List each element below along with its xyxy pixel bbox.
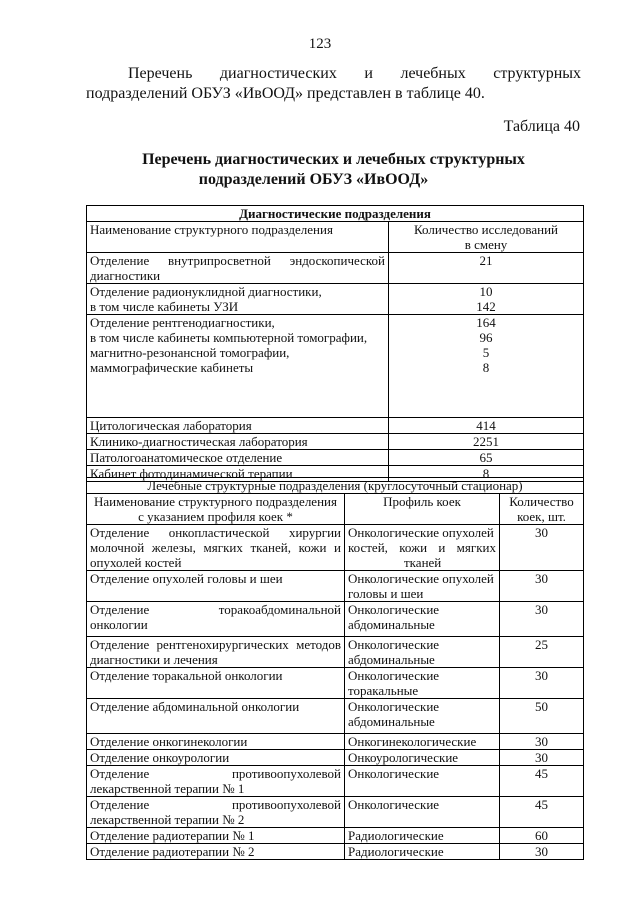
table-row xyxy=(87,450,584,466)
row-name xyxy=(87,525,345,571)
row-beds: 30 xyxy=(500,734,584,750)
row-profile xyxy=(345,699,500,734)
header-name: Наименование структурного подразделения xyxy=(87,222,389,253)
row-beds: 50 xyxy=(500,699,584,734)
header-count-line: в смену xyxy=(464,237,508,252)
cell-line: Онкологические xyxy=(348,637,440,652)
table-row xyxy=(87,571,584,602)
row-name xyxy=(87,637,345,668)
table-row xyxy=(87,602,584,637)
section-title: Диагностические подразделения xyxy=(87,206,584,222)
intro-paragraph: Перечень диагностических и лечебных структурных подразделений ОБУЗ «ИвООД» представлен в таблице 40. xyxy=(86,65,581,102)
row-beds: 30 xyxy=(500,750,584,766)
row-name xyxy=(87,797,345,828)
cell-line: Отделение рентгенодиагностики, xyxy=(90,315,275,330)
value: 10 xyxy=(479,284,493,299)
header-line: Наименование структурного подразделения xyxy=(94,494,337,509)
row-name: Отделение радиотерапии № 1 xyxy=(87,828,345,844)
header-line: коек, шт. xyxy=(517,509,566,524)
table-title xyxy=(86,150,581,190)
table-row xyxy=(87,734,584,750)
header-profile: Профиль коек xyxy=(345,494,500,525)
cell-line: костей, кожи и мягких xyxy=(348,540,496,555)
cell-line: тканей xyxy=(404,555,442,570)
row-name: Цитологическая лаборатория xyxy=(87,418,389,434)
cell-line: Отделение противоопухолевой xyxy=(90,797,341,812)
diagnostic-table xyxy=(86,205,584,482)
table-row xyxy=(87,797,584,828)
table-header-row xyxy=(87,494,584,525)
value: 164 xyxy=(476,315,496,330)
table-row xyxy=(87,284,584,315)
table-row xyxy=(87,844,584,860)
cell-line: Отделение внутрипросветной эндоскопической xyxy=(90,253,385,268)
row-name: Отделение опухолей головы и шеи xyxy=(87,571,345,602)
cell-line: диагностики xyxy=(90,268,161,283)
cell-line: лекарственной терапии № 2 xyxy=(90,812,245,827)
cell-line: Отделение рентгенохирургических методов xyxy=(90,637,341,652)
row-profile xyxy=(345,668,500,699)
row-profile xyxy=(345,637,500,668)
table-row xyxy=(87,668,584,699)
value: 21 xyxy=(479,253,493,268)
header-count-line: Количество исследований xyxy=(414,222,558,237)
row-name: Отделение онкоурологии xyxy=(87,750,345,766)
row-beds: 60 xyxy=(500,828,584,844)
value: 8 xyxy=(482,360,490,375)
cell-line: головы и шеи xyxy=(348,586,424,601)
cell-line: онкологии xyxy=(90,617,148,632)
table-row xyxy=(87,253,584,284)
table-row xyxy=(87,699,584,734)
row-value: 414 xyxy=(389,418,584,434)
table-row xyxy=(87,315,584,418)
table-row xyxy=(87,750,584,766)
cell-line: маммографические кабинеты xyxy=(90,360,254,375)
cell-line: опухолей костей xyxy=(90,555,182,570)
row-profile: Онкологические xyxy=(345,797,500,828)
row-value: 2251 xyxy=(389,434,584,450)
cell-line: абдоминальные xyxy=(348,714,435,729)
header-name xyxy=(87,494,345,525)
page-number: 123 xyxy=(308,36,332,52)
row-name: Отделение торакальной онкологии xyxy=(87,668,345,699)
cell-line: абдоминальные xyxy=(348,617,435,632)
row-value: 8 xyxy=(389,466,584,482)
table-row xyxy=(87,828,584,844)
row-name xyxy=(87,602,345,637)
table-row xyxy=(87,766,584,797)
row-beds: 30 xyxy=(500,668,584,699)
row-beds: 25 xyxy=(500,637,584,668)
row-name xyxy=(87,253,389,284)
cell-line: Отделение торакоабдоминальной xyxy=(90,602,341,617)
section-title: Лечебные структурные подразделения (круглосуточный стационар) xyxy=(87,478,584,494)
cell-line: Отделение противоопухолевой xyxy=(90,766,341,781)
row-profile: Онкоурологические xyxy=(345,750,500,766)
table-title-line: Перечень диагностических и лечебных структурных xyxy=(142,151,525,168)
table-label: Таблица 40 xyxy=(503,118,580,135)
row-name xyxy=(87,315,389,418)
row-beds: 30 xyxy=(500,602,584,637)
row-name: Отделение радиотерапии № 2 xyxy=(87,844,345,860)
row-name xyxy=(87,766,345,797)
cell-line: в том числе кабинеты компьютерной томографии, xyxy=(90,330,368,345)
row-name: Патологоанатомическое отделение xyxy=(87,450,389,466)
value: 5 xyxy=(482,345,490,360)
row-name: Отделение онкогинекологии xyxy=(87,734,345,750)
cell-line: Онкологические xyxy=(348,602,440,617)
header-line: с указанием профиля коек * xyxy=(138,509,293,524)
header-line: Количество xyxy=(509,494,574,509)
row-beds: 30 xyxy=(500,525,584,571)
row-value xyxy=(389,253,584,284)
cell-line: диагностики и лечения xyxy=(90,652,218,667)
cell-line: Онкологические опухолей xyxy=(348,525,494,540)
row-value xyxy=(389,284,584,315)
row-profile: Радиологические xyxy=(345,828,500,844)
table-title-line: подразделений ОБУЗ «ИвООД» xyxy=(198,171,429,188)
cell-line: в том числе кабинеты УЗИ xyxy=(90,299,239,314)
row-name: Кабинет фотодинамической терапии xyxy=(87,466,389,482)
table-section-row xyxy=(87,206,584,222)
cell-line: молочной железы, мягких тканей, кожи и xyxy=(90,540,341,555)
table-header-row xyxy=(87,222,584,253)
row-beds: 45 xyxy=(500,766,584,797)
row-name: Отделение абдоминальной онкологии xyxy=(87,699,345,734)
cell-line: лекарственной терапии № 1 xyxy=(90,781,245,796)
row-value: 65 xyxy=(389,450,584,466)
row-profile: Онкологические xyxy=(345,766,500,797)
table-row xyxy=(87,525,584,571)
value: 142 xyxy=(476,299,496,314)
cell-line: Отделение онкопластической хирургии xyxy=(90,525,341,540)
row-beds: 30 xyxy=(500,844,584,860)
row-value xyxy=(389,315,584,418)
row-name: Клинико-диагностическая лаборатория xyxy=(87,434,389,450)
row-profile xyxy=(345,602,500,637)
header-beds xyxy=(500,494,584,525)
cell-line: Онкологические xyxy=(348,699,440,714)
row-profile xyxy=(345,571,500,602)
treatment-table xyxy=(86,477,584,860)
cell-line: Онкологические xyxy=(348,668,440,683)
row-profile: Радиологические xyxy=(345,844,500,860)
cell-line: Онкологические опухолей xyxy=(348,571,494,586)
cell-line: Отделение радионуклидной диагностики, xyxy=(90,284,322,299)
row-name xyxy=(87,284,389,315)
table-row xyxy=(87,434,584,450)
table-row xyxy=(87,418,584,434)
row-profile: Онкогинекологические xyxy=(345,734,500,750)
cell-line: абдоминальные xyxy=(348,652,435,667)
cell-line: магнитно-резонансной томографии, xyxy=(90,345,290,360)
row-beds: 45 xyxy=(500,797,584,828)
cell-line: торакальные xyxy=(348,683,419,698)
row-profile xyxy=(345,525,500,571)
row-beds: 30 xyxy=(500,571,584,602)
table-section-row xyxy=(87,478,584,494)
table-row xyxy=(87,637,584,668)
value: 96 xyxy=(479,330,493,345)
header-count xyxy=(389,222,584,253)
